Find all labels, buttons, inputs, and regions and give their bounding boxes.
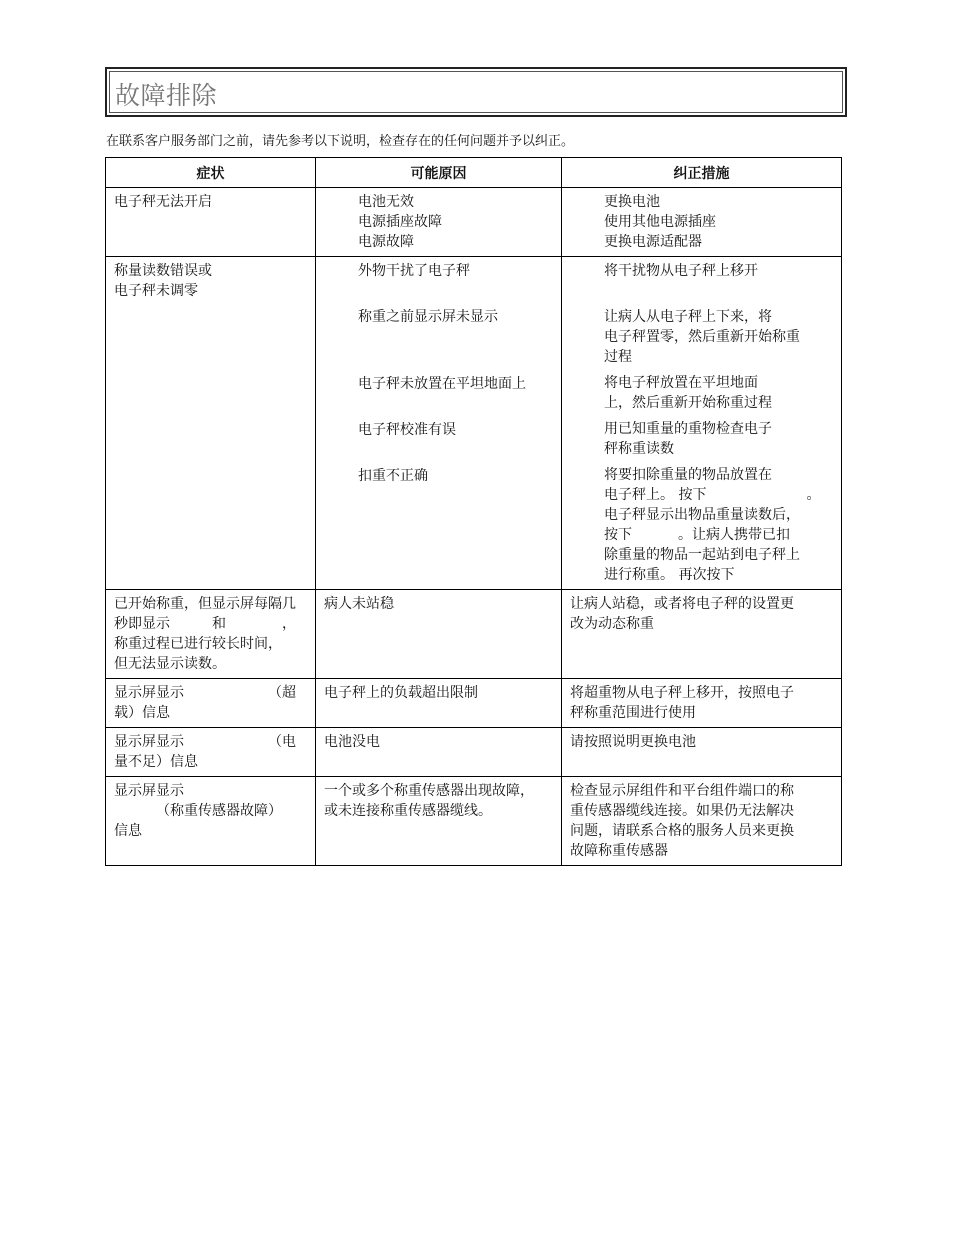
fix-text: 请按照说明更换电池 — [570, 734, 696, 750]
symptom-text: 量不足）信息 — [114, 754, 198, 770]
symptom-text: 显示屏显示 — [114, 734, 184, 750]
cause-text: 电源故障 — [358, 234, 414, 250]
symptom-text: （电 — [268, 734, 296, 750]
fix-text: 使用其他电源插座 — [604, 214, 716, 230]
fix-text: 让病人站稳，或者将电子秤的设置更 — [570, 596, 794, 612]
cause-text: 外物干扰了电子秤 — [358, 263, 470, 279]
symptom-text: 信息 — [114, 823, 142, 839]
symptom-text: （称重传感器故障） — [156, 803, 282, 819]
symptom-cell — [106, 257, 316, 590]
symptom-text: 秒即显示 — [114, 616, 170, 632]
fix-text: 上，然后重新开始称重过程 — [604, 395, 772, 411]
cause-text: 电源插座故障 — [358, 214, 442, 230]
fix-text: 更换电池 — [604, 194, 660, 210]
cause-text: 电子秤上的负载超出限制 — [324, 685, 478, 701]
intro-text: 在联系客户服务部门之前，请先参考以下说明，检查存在的任何问题并予以纠正。 — [106, 134, 575, 149]
fix-cell — [562, 777, 842, 866]
fix-cell — [562, 728, 842, 777]
fix-text: 将超重物从电子秤上移开，按照电子 — [570, 685, 794, 701]
cause-text: 称重之前显示屏未显示 — [358, 309, 498, 325]
cause-cell — [316, 679, 562, 728]
fix-text: 电子秤上。 按下 — [604, 487, 707, 503]
fix-text: 用已知重量的重物检查电子 — [604, 421, 772, 437]
cause-text: 电池没电 — [324, 734, 380, 750]
symptom-text: 电子秤无法开启 — [114, 194, 212, 210]
table-row — [106, 188, 842, 257]
symptom-text: ， — [282, 616, 296, 632]
header-cause: 可能原因 — [316, 158, 562, 188]
fix-text: 将干扰物从电子秤上移开 — [604, 263, 758, 279]
symptom-text: 显示屏显示 — [114, 685, 184, 701]
fix-cell — [562, 257, 842, 590]
table-row — [106, 590, 842, 679]
table-row — [106, 679, 842, 728]
symptom-text: 但无法显示读数。 — [114, 656, 226, 672]
fix-text: 重传感器缆线连接。如果仍无法解决 — [570, 803, 794, 819]
fix-cell — [562, 590, 842, 679]
cause-text: 病人未站稳 — [324, 596, 394, 612]
symptom-text: 和 — [212, 616, 226, 632]
fix-text: 。 — [806, 487, 821, 503]
symptom-text: （超 — [268, 685, 296, 701]
fix-cell — [562, 679, 842, 728]
header-symptom: 症状 — [106, 158, 316, 188]
fix-text: 进行称重。 再次按下 — [604, 567, 735, 583]
fix-text: 。让病人携带已扣 — [678, 527, 790, 543]
symptom-text: 称量读数错误或 — [114, 263, 212, 279]
cause-text: 扣重不正确 — [358, 468, 428, 484]
fix-text: 改为动态称重 — [570, 616, 654, 632]
cause-text: 电子秤未放置在平坦地面上 — [358, 376, 526, 392]
fix-text: 将要扣除重量的物品放置在 — [604, 467, 772, 483]
cause-cell — [316, 728, 562, 777]
fix-text: 故障称重传感器 — [570, 843, 668, 859]
page-title: 故障排除 — [115, 81, 218, 110]
header-fix: 纠正措施 — [562, 158, 842, 188]
fix-text: 问题，请联系合格的服务人员来更换 — [570, 823, 794, 839]
table-header-row — [106, 158, 842, 188]
table-row — [106, 728, 842, 777]
symptom-cell — [106, 188, 316, 257]
fix-text: 将电子秤放置在平坦地面 — [604, 375, 758, 391]
fix-text: 按下 — [604, 527, 632, 543]
table-row — [106, 257, 842, 590]
symptom-cell — [106, 777, 316, 866]
cause-cell — [316, 188, 562, 257]
title-box — [105, 67, 847, 117]
symptom-text: 电子秤未调零 — [114, 283, 198, 299]
fix-text: 秤称重读数 — [604, 441, 674, 457]
symptom-cell — [106, 590, 316, 679]
symptom-text: 显示屏显示 — [114, 783, 184, 799]
fix-text: 除重量的物品一起站到电子秤上 — [604, 547, 800, 563]
cause-text: 或未连接称重传感器缆线。 — [324, 803, 492, 819]
fix-text: 过程 — [604, 349, 632, 365]
cause-cell — [316, 777, 562, 866]
fix-text: 秤称重范围进行使用 — [570, 705, 696, 721]
symptom-cell — [106, 679, 316, 728]
troubleshooting-table — [105, 157, 842, 866]
cause-text: 电子秤校准有误 — [358, 422, 456, 438]
fix-text: 电子秤置零，然后重新开始称重 — [604, 329, 800, 345]
fix-text: 让病人从电子秤上下来，将 — [604, 309, 772, 325]
fix-text: 检查显示屏组件和平台组件端口的称 — [570, 783, 794, 799]
cause-cell — [316, 257, 562, 590]
fix-text: 更换电源适配器 — [604, 234, 702, 250]
table-row — [106, 777, 842, 866]
cause-text: 一个或多个称重传感器出现故障， — [324, 783, 534, 799]
symptom-cell — [106, 728, 316, 777]
cause-text: 电池无效 — [358, 194, 414, 210]
symptom-text: 称重过程已进行较长时间， — [114, 636, 282, 652]
fix-cell — [562, 188, 842, 257]
fix-text: 电子秤显示出物品重量读数后， — [604, 507, 800, 523]
symptom-text: 已开始称重，但显示屏每隔几 — [114, 596, 296, 612]
symptom-text: 载）信息 — [114, 705, 170, 721]
cause-cell — [316, 590, 562, 679]
